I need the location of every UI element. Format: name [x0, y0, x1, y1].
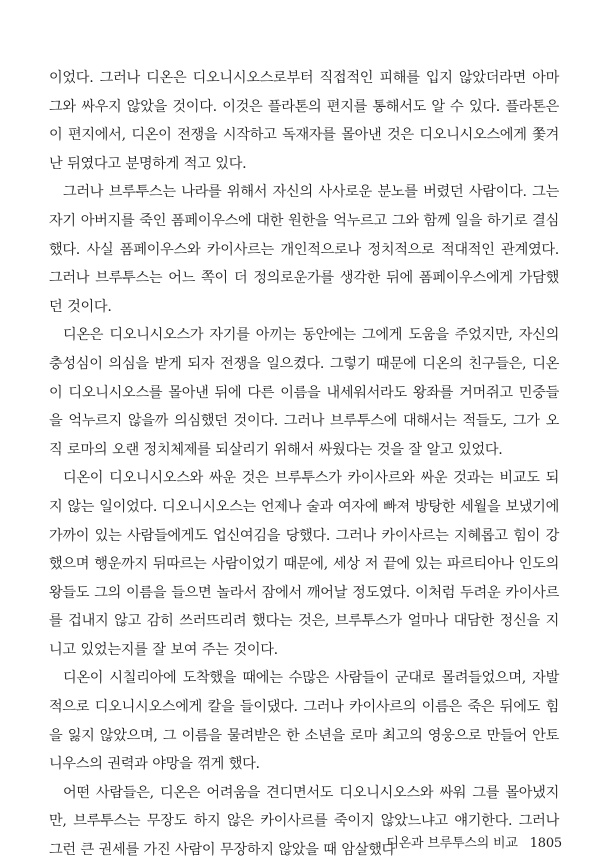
- page-body: [49, 64, 559, 865]
- paragraph-2: 그러나 브루투스는 나라를 위해서 자신의 사사로운 분노를 버렸던 사람이다. 그는 자기 아버지를 죽인 폼페이우스에 대한 원한을 억누르고 그와 함께 일을 하기로 결심했다. 사실 폼페이우스와 카이사르는 개인적으로나 정치적으로 적대적인 관계였다. 그러나 브루투스는 어느 쪽이 더 정의로운가를 생각한 뒤에 폼페이우스에게 가담했던 것이다.: [49, 184, 559, 315]
- page-number: 1805: [529, 836, 562, 851]
- paragraph-5: 디온이 시칠리아에 도착했을 때에는 수많은 사람들이 군대로 몰려들었으며, 자발적으로 디오니시오스에게 칼을 들이댔다. 그러나 카이사르의 이름은 죽은 뒤에도 힘을 잃지 않았으며, 그 이름을 물려받은 한 소년을 로마 최고의 영웅으로 만들어 안토니우스의 권력과 야망을 꺾게 했다.: [49, 670, 559, 773]
- footer-title: 디온과 브루투스의 비교: [386, 836, 518, 851]
- paragraph-6: 어떤 사람들은, 디온은 어려움을 견디면서도 디오니시오스와 싸워 그를 몰아냈지만, 브루투스는 무장도 하지 않은 카이사르를 죽이지 않았느냐고 얘기한다. 그러나 그런 큰 권세를 가진 사람이 무장하지 않았을 때 암살했다: [49, 784, 559, 859]
- paragraph-1: 이었다. 그러나 디온은 디오니시오스로부터 직접적인 피해를 입지 않았더라면 아마 그와 싸우지 않았을 것이다. 이것은 플라톤의 편지를 통해서도 알 수 있다. 플라톤은 이 편지에서, 디온이 전쟁을 시작하고 독재자를 몰아낸 것은 디오니시오스에게 쫓겨난 뒤였다고 분명하게 적고 있다.: [49, 70, 559, 172]
- paragraph-4: 디온이 디오니시오스와 싸운 것은 브루투스가 카이사르와 싸운 것과는 비교도 되지 않는 일이었다. 디오니시오스는 언제나 술과 여자에 빠져 방탕한 세월을 보냈기에 가까이 있는 사람들에게도 업신여김을 당했다. 그러나 카이사르는 지혜롭고 힘이 강했으며 행운까지 뒤따르는 사람이었기 때문에, 세상 저 끝에 있는 파르티아나 인도의 왕들도 그의 이름을 들으면 놀라서 잠에서 깨어날 정도였다. 이처럼 두려운 카이사르를 겁내지 않고 감히 쓰러뜨리려 했다는 것은, 브루투스가 얼마나 대담한 정신을 지니고 있었는지를 잘 보여 주는 것이다.: [49, 470, 559, 658]
- running-footer: [386, 832, 562, 851]
- paragraph-3: 디온은 디오니시오스가 자기를 아끼는 동안에는 그에게 도움을 주었지만, 자신의 충성심이 의심을 받게 되자 전쟁을 일으켰다. 그렇기 때문에 디온의 친구들은, 디온이 디오니시오스를 몰아낸 뒤에 다른 이름을 내세워서라도 왕좌를 거머쥐고 민중들을 억누르지 않을까 의심했던 것이다. 그러나 브루투스에 대해서는 적들도, 그가 오직 로마의 오랜 정치체제를 되살리기 위해서 싸웠다는 것을 잘 알고 있었다.: [49, 327, 559, 458]
